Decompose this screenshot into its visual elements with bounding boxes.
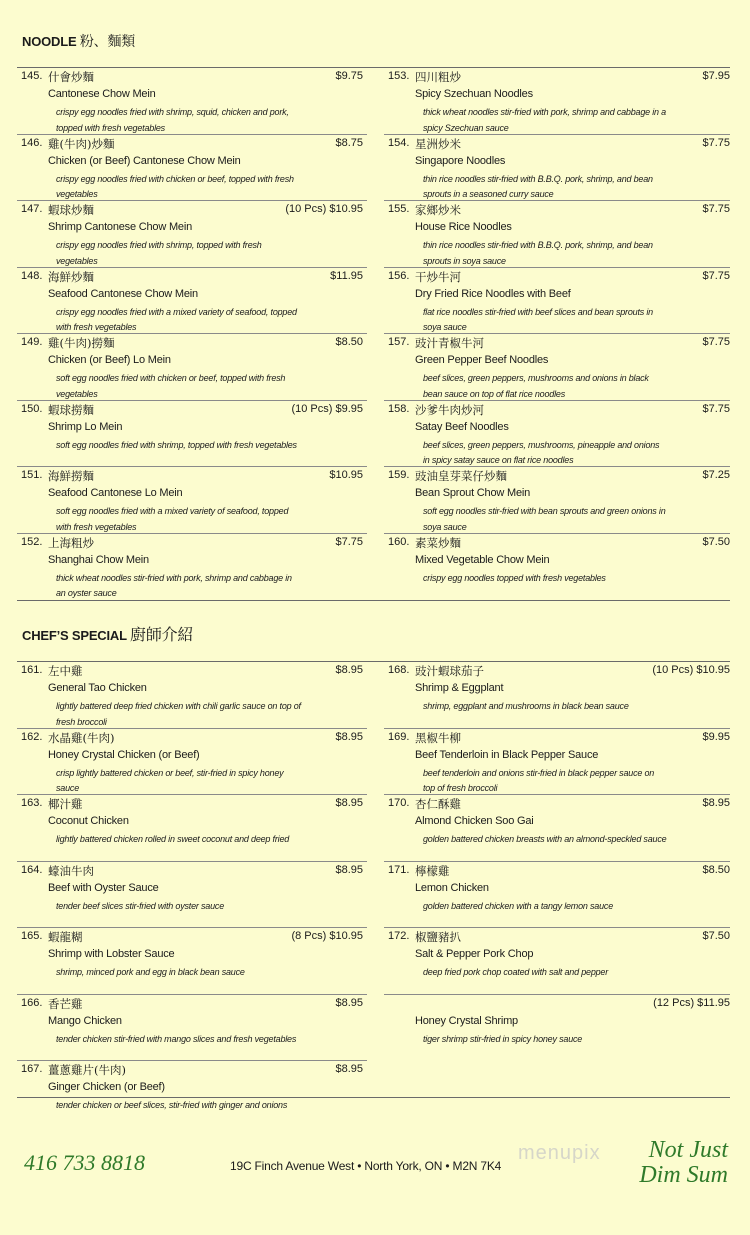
item-price: $10.95 xyxy=(329,469,363,481)
item-price: $8.95 xyxy=(335,797,363,809)
item-price: $7.75 xyxy=(702,269,730,282)
item-description: golden battered chicken breasts with an almond-speckled sauce xyxy=(423,834,667,844)
item-number: 145. xyxy=(21,70,43,82)
item-number: 163. xyxy=(21,797,43,809)
item-price: $7.95 xyxy=(702,70,730,82)
item-description: shrimp, minced pork and egg in black bean sauce xyxy=(56,967,245,977)
item-price: $11.95 xyxy=(330,269,363,282)
menu-item xyxy=(384,534,734,601)
item-number: 170. xyxy=(388,797,410,809)
item-description: crispy egg noodles topped with fresh vegetables xyxy=(423,572,606,583)
row-divider xyxy=(17,533,367,534)
row-divider xyxy=(384,861,730,862)
noodle-menu-grid xyxy=(17,68,730,600)
menu-item xyxy=(384,334,734,401)
row-divider xyxy=(384,134,730,135)
item-name-zh: 左中雞 xyxy=(48,664,83,678)
item-number: 162. xyxy=(21,730,43,743)
item-name-en: Shrimp & Eggplant xyxy=(415,682,504,694)
item-name-zh: 海鮮撈麵 xyxy=(48,469,94,483)
item-name-zh: 雞(牛肉)炒麵 xyxy=(48,136,115,151)
menu-item xyxy=(384,135,734,202)
chef-section-title xyxy=(22,622,193,645)
item-number: 160. xyxy=(388,535,410,548)
item-number: 156. xyxy=(388,269,410,282)
item-description: soft egg noodles fried with a mixed variety of seafood, topped with fresh vegetables xyxy=(56,506,289,532)
menu-item xyxy=(17,135,367,202)
item-description: flat rice noodles stir-fried with beef slices and bean sprouts in soya sauce xyxy=(423,306,653,332)
noodle-title-zh: 粉、麵類 xyxy=(79,34,136,50)
item-price: $7.75 xyxy=(702,203,730,215)
noodle-title-en: NOODLE xyxy=(22,34,77,49)
item-name-en: Honey Crystal Shrimp xyxy=(415,1014,518,1027)
row-divider xyxy=(17,927,367,928)
item-price: $9.95 xyxy=(702,730,730,743)
row-divider xyxy=(384,267,730,268)
item-number: 167. xyxy=(21,1063,43,1075)
item-number: 154. xyxy=(388,136,410,149)
item-price: $7.50 xyxy=(702,930,730,942)
item-name-en: Chicken (or Beef) Lo Mein xyxy=(48,354,171,366)
item-price: $7.25 xyxy=(702,469,730,481)
item-number: 147. xyxy=(21,203,43,215)
item-description: crispy egg noodles fried with shrimp, squid, chicken and pork, topped with fresh vegetables xyxy=(56,107,289,133)
item-description: crispy egg noodles fried with chicken or beef, topped with fresh vegetables xyxy=(56,173,294,199)
item-price: $8.50 xyxy=(702,863,730,876)
item-number: 164. xyxy=(21,863,43,876)
item-number: 146. xyxy=(21,136,43,149)
row-divider xyxy=(17,994,367,995)
row-divider xyxy=(17,728,367,729)
item-name-zh: 椰汁雞 xyxy=(48,797,83,811)
item-name-zh: 上海粗炒 xyxy=(48,535,94,550)
item-description: thin rice noodles stir-fried with B.B.Q. pork, shrimp, and bean sprouts in a seasoned curry sauce xyxy=(423,173,653,199)
item-name-zh: 豉汁青椒牛河 xyxy=(415,336,484,350)
item-number: 165. xyxy=(21,930,43,942)
noodle-bottom-rule xyxy=(17,600,730,601)
item-name-zh: 四川粗炒 xyxy=(415,70,461,84)
item-price: $8.95 xyxy=(335,664,363,676)
item-name-en: Seafood Cantonese Lo Mein xyxy=(48,487,183,499)
item-number: 153. xyxy=(388,70,410,82)
item-description: beef slices, green peppers, mushrooms and onions in black bean sauce on top of flat rice noodles xyxy=(423,373,649,399)
item-name-en: Seafood Cantonese Chow Mein xyxy=(48,287,198,300)
item-name-en: General Tao Chicken xyxy=(48,682,147,694)
item-name-zh: 海鮮炒麵 xyxy=(48,269,94,284)
brand-line-1: Not Just xyxy=(648,1137,728,1163)
menu-item xyxy=(17,995,367,1062)
item-name-zh: 蝦球炒麵 xyxy=(48,203,94,217)
item-price: $8.95 xyxy=(335,730,363,743)
menu-item xyxy=(384,862,734,929)
item-name-zh: 杏仁酥雞 xyxy=(415,797,461,811)
menu-item xyxy=(17,268,367,335)
item-name-zh: 沙爹牛肉炒河 xyxy=(415,402,484,417)
item-description: tiger shrimp stir-fried in spicy honey sauce xyxy=(423,1033,583,1044)
chef-title-en: CHEF’S SPECIAL xyxy=(22,628,127,643)
item-name-zh: 椒鹽豬扒 xyxy=(415,930,461,944)
menu-item xyxy=(17,662,367,729)
item-name-en: Shanghai Chow Mein xyxy=(48,553,149,566)
row-divider xyxy=(384,794,730,795)
item-name-zh: 水晶雞(牛肉) xyxy=(48,730,115,745)
item-name-en: Shrimp with Lobster Sauce xyxy=(48,948,175,960)
item-number: 172. xyxy=(388,930,410,942)
item-name-en: Green Pepper Beef Noodles xyxy=(415,354,549,366)
item-name-en: Ginger Chicken (or Beef) xyxy=(48,1081,165,1093)
item-name-zh: 干炒牛河 xyxy=(415,269,461,284)
row-divider xyxy=(384,466,730,467)
item-description: soft egg noodles fried with shrimp, topped with fresh vegetables xyxy=(56,439,297,450)
menu-item xyxy=(17,534,367,601)
item-price: $7.75 xyxy=(702,136,730,149)
noodle-section-title xyxy=(22,31,135,51)
item-name-en: Satay Beef Noodles xyxy=(415,420,509,433)
row-divider xyxy=(384,927,730,928)
item-price: $8.95 xyxy=(702,797,730,809)
watermark: menupix xyxy=(518,1142,601,1164)
item-name-zh: 蝦球撈麵 xyxy=(48,402,94,417)
item-description: lightly battered deep fried chicken with chili garlic sauce on top of fresh broccoli xyxy=(56,701,301,727)
item-price: $8.95 xyxy=(335,1063,363,1075)
item-name-en: Salt & Pepper Pork Chop xyxy=(415,948,534,960)
item-name-en: Shrimp Cantonese Chow Mein xyxy=(48,221,192,233)
item-description: beef tenderloin and onions stir-fried in black pepper sauce on top of fresh broccoli xyxy=(423,767,655,793)
item-number: 149. xyxy=(21,336,43,348)
item-description: thick wheat noodles stir-fried with pork, shrimp and cabbage in an oyster sauce xyxy=(56,572,292,598)
row-divider xyxy=(17,333,367,334)
row-divider xyxy=(17,267,367,268)
item-name-zh: 黑椒牛柳 xyxy=(415,730,461,745)
item-price: $8.75 xyxy=(335,136,363,149)
row-divider xyxy=(384,200,730,201)
menu-item xyxy=(17,928,367,995)
item-name-en: Beef with Oyster Sauce xyxy=(48,881,159,894)
menu-item xyxy=(384,467,734,534)
row-divider xyxy=(17,200,367,201)
item-name-zh: 家鄉炒米 xyxy=(415,203,461,217)
item-description: tender chicken stir-fried with mango slices and fresh vegetables xyxy=(56,1033,297,1044)
item-number: 152. xyxy=(21,535,43,548)
row-divider xyxy=(17,1060,367,1061)
item-number: 155. xyxy=(388,203,410,215)
item-price: (10 Pcs) $10.95 xyxy=(652,664,730,676)
chef-title-zh: 廚師介紹 xyxy=(130,625,194,644)
item-name-zh: 豉油皇芽菜仔炒麵 xyxy=(415,469,507,483)
item-number: 159. xyxy=(388,469,410,481)
row-divider xyxy=(384,400,730,401)
row-divider xyxy=(384,333,730,334)
item-name-zh: 素菜炒麵 xyxy=(415,535,461,550)
item-number: 148. xyxy=(21,269,43,282)
item-price: $8.50 xyxy=(335,336,363,348)
menu-item xyxy=(17,68,367,135)
item-name-en: Dry Fried Rice Noodles with Beef xyxy=(415,287,571,300)
item-number: 168. xyxy=(388,664,410,676)
item-name-en: Beef Tenderloin in Black Pepper Sauce xyxy=(415,748,599,761)
item-name-en: Mango Chicken xyxy=(48,1014,122,1027)
item-price: (12 Pcs) $11.95 xyxy=(653,996,730,1009)
item-price: $8.95 xyxy=(335,996,363,1009)
menu-item xyxy=(17,334,367,401)
item-description: tender beef slices stir-fried with oyster sauce xyxy=(56,900,225,911)
item-name-en: Almond Chicken Soo Gai xyxy=(415,815,534,827)
item-name-en: Coconut Chicken xyxy=(48,815,129,827)
item-description: thick wheat noodles stir-fried with pork, shrimp and cabbage in a spicy Szechuan sauce xyxy=(423,107,666,133)
menu-item xyxy=(384,68,734,135)
item-description: crispy egg noodles fried with a mixed variety of seafood, topped with fresh vegetables xyxy=(56,306,297,332)
item-description: thin rice noodles stir-fried with B.B.Q. pork, shrimp, and bean sprouts in soya sauce xyxy=(423,240,653,266)
menu-item xyxy=(17,467,367,534)
item-name-en: Mixed Vegetable Chow Mein xyxy=(415,553,550,566)
chef-menu-grid xyxy=(17,662,730,1110)
item-number: 169. xyxy=(388,730,410,743)
item-number: 158. xyxy=(388,402,410,415)
item-name-en: Honey Crystal Chicken (or Beef) xyxy=(48,748,200,761)
item-number: 161. xyxy=(21,664,43,676)
item-description: lightly battered chicken rolled in sweet coconut and deep fried xyxy=(56,834,290,844)
menu-item xyxy=(17,201,367,268)
item-name-en: Shrimp Lo Mein xyxy=(48,420,123,433)
menu-item xyxy=(384,268,734,335)
item-name-en: Lemon Chicken xyxy=(415,881,489,894)
row-divider xyxy=(17,794,367,795)
item-name-en: House Rice Noodles xyxy=(415,221,512,233)
row-divider xyxy=(17,134,367,135)
row-divider xyxy=(384,728,730,729)
menu-item xyxy=(384,795,734,862)
item-name-zh: 什會炒麵 xyxy=(48,70,94,84)
menu-item xyxy=(384,928,734,995)
menu-item xyxy=(384,995,734,1062)
item-number: 150. xyxy=(21,402,43,415)
item-price: $7.75 xyxy=(335,535,363,548)
row-divider xyxy=(384,533,730,534)
item-price: $7.50 xyxy=(702,535,730,548)
item-description: crispy egg noodles fried with shrimp, topped with fresh vegetables xyxy=(56,240,262,266)
item-description: beef slices, green peppers, mushrooms, pineapple and onions in spicy satay sauce on flat rice noodles xyxy=(423,439,660,465)
item-name-en: Bean Sprout Chow Mein xyxy=(415,487,531,499)
address: 19C Finch Avenue West • North York, ON • M2N 7K4 xyxy=(230,1159,502,1173)
menu-item xyxy=(17,862,367,929)
item-number: 151. xyxy=(21,469,43,481)
row-divider xyxy=(17,466,367,467)
menu-item xyxy=(17,401,367,468)
item-price: $7.75 xyxy=(702,336,730,348)
item-description: tender chicken or beef slices, stir-fried with ginger and onions xyxy=(56,1100,288,1110)
menu-item xyxy=(384,401,734,468)
item-description: soft egg noodles fried with chicken or beef, topped with fresh vegetables xyxy=(56,373,286,399)
item-price: (10 Pcs) $10.95 xyxy=(285,203,363,215)
item-description: golden battered chicken with a tangy lemon sauce xyxy=(423,900,614,911)
row-divider xyxy=(17,400,367,401)
item-description: deep fried pork chop coated with salt and pepper xyxy=(423,967,609,977)
item-name-zh: 檸檬雞 xyxy=(415,863,450,878)
item-name-en: Singapore Noodles xyxy=(415,154,506,167)
item-name-zh: 蠔油牛肉 xyxy=(48,863,94,878)
item-number: 157. xyxy=(388,336,410,348)
brand-line-2: Dim Sum xyxy=(639,1162,728,1188)
item-name-zh: 豉汁蝦球茄子 xyxy=(415,664,484,678)
item-name-en: Cantonese Chow Mein xyxy=(48,88,156,100)
brand-logo xyxy=(639,1138,728,1188)
item-name-zh: 星洲炒米 xyxy=(415,136,461,151)
item-name-zh: 香芒雞 xyxy=(48,996,83,1011)
item-price: (10 Pcs) $9.95 xyxy=(291,402,363,415)
item-description: soft egg noodles stir-fried with bean sprouts and green onions in soya sauce xyxy=(423,506,666,532)
row-divider xyxy=(384,994,730,995)
menu-item xyxy=(384,662,734,729)
item-price: (8 Pcs) $10.95 xyxy=(291,930,363,942)
item-name-zh: 薑蔥雞片(牛肉) xyxy=(48,1063,126,1077)
item-description: shrimp, eggplant and mushrooms in black bean sauce xyxy=(423,701,629,711)
item-price: $9.75 xyxy=(335,70,363,82)
item-number: 166. xyxy=(21,996,43,1009)
item-number: 171. xyxy=(388,863,410,876)
menu-item xyxy=(17,729,367,796)
chef-bottom-rule xyxy=(17,1097,730,1098)
row-divider xyxy=(17,861,367,862)
menu-item xyxy=(17,795,367,862)
item-name-en: Chicken (or Beef) Cantonese Chow Mein xyxy=(48,154,241,167)
menu-item xyxy=(384,729,734,796)
menu-item xyxy=(17,1061,367,1128)
item-name-zh: 雞(牛肉)撈麵 xyxy=(48,336,115,350)
item-price: $8.95 xyxy=(335,863,363,876)
menu-item xyxy=(384,201,734,268)
item-name-en: Spicy Szechuan Noodles xyxy=(415,88,533,100)
phone-number: 416 733 8818 xyxy=(24,1150,145,1175)
item-description: crisp lightly battered chicken or beef, stir-fried in spicy honey sauce xyxy=(56,767,284,793)
item-price: $7.75 xyxy=(702,402,730,415)
item-name-zh: 蝦龍糊 xyxy=(48,930,83,944)
